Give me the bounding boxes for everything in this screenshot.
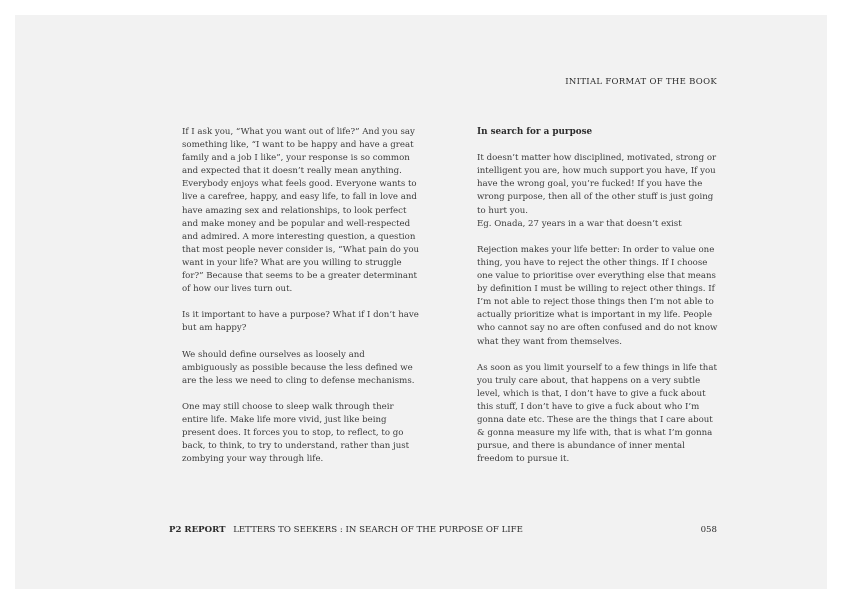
paragraph: We should define ourselves as loosely and ambiguously as possible because the less defined we are the less we need to cling to defense mechanisms. xyxy=(182,349,415,386)
paragraph: As soon as you limit yourself to a few things in life that you truly care about, that happens on a very subtle level, which is that, I don’t have to give a fuck about this stuff, I don’t have to give a fuck about who I’m gonna date etc. These are the things that I care about & gonna measure my life with, that is what I’m gonna pursue, and there is abundance of inner mental freedom to pursue it. xyxy=(477,362,717,465)
paragraph: Rejection makes your life better: In order to value one thing, you have to reject the other things. If I choose one value to prioritise over everything else that means by definition I must be willing to reject other things. If I’m not able to reject those things then I’m not able to actually prioritize what is important in my life. People who cannot say no are often confused and do not know what they want from themselves. xyxy=(477,244,718,347)
running-header: INITIAL FORMAT OF THE BOOK xyxy=(565,77,717,87)
paragraph: If I ask you, “What you want out of life?” And you say something like, “I want to be happy and have a great family and a job I like”, your response is so common and expected that it doesn’t really mean anything. Everybody enjoys what feels good. Everyone wants to live a carefree, happy, and easy life, to fall in love and have amazing sex and relationships, to look perfect and make money and be popular and well-respected and admired. A more interesting question, a question that most people never consider is, “What pain do you want in your life? What are you willing to struggle for?” Because that seems to be a greater determinant of how our lives turn out. xyxy=(182,127,420,295)
example-line: Eg. Onada, 27 years in a war that doesn’t exist xyxy=(477,218,682,229)
footer-title: LETTERS TO SEEKERS : IN SEARCH OF THE PURPOSE OF LIFE xyxy=(233,525,523,535)
book-page xyxy=(15,15,827,589)
paragraph: Is it important to have a purpose? What if I don’t have but am happy? xyxy=(182,310,419,334)
page-number: 058 xyxy=(700,525,717,535)
right-column xyxy=(477,126,723,480)
section-heading: In search for a purpose xyxy=(477,127,593,137)
footer-brand: P2 REPORT xyxy=(169,525,226,535)
left-column xyxy=(182,126,422,480)
running-footer xyxy=(169,525,717,535)
paragraph: One may still choose to sleep walk through their entire life. Make life more vivid, just like being present does. It forces you to stop, to reflect, to go back, to think, to try to understand, rather than just zombying your way through life. xyxy=(182,401,410,465)
paragraph: It doesn’t matter how disciplined, motivated, strong or intelligent you are, how much support you have, If you have the wrong goal, you’re fucked! If you have the wrong purpose, then all of the other stuff is just going to hurt you. xyxy=(477,153,717,216)
